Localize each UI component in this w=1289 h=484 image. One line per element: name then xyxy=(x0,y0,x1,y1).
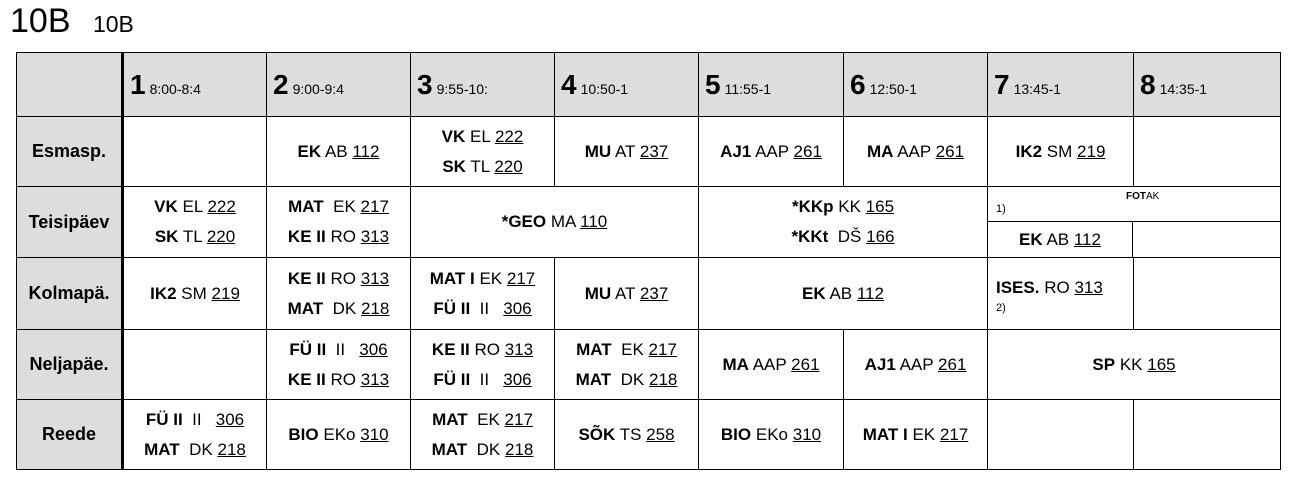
corner-cell xyxy=(17,53,123,117)
lesson-cell: AJ1 AAP 261 xyxy=(699,117,844,187)
lesson-cell: MA AAP 261 xyxy=(844,117,988,187)
lesson-cell: SP KK 165 xyxy=(988,330,1281,400)
day-label: Reede xyxy=(17,400,123,470)
lesson-cell: MU AT 237 xyxy=(555,258,699,330)
lesson-cell: SÕK TS 258 xyxy=(555,400,699,470)
timetable xyxy=(16,52,1281,470)
day-row-friday xyxy=(17,400,1281,470)
note-lesson: 1) FOTAK xyxy=(996,191,1160,215)
empty-cell xyxy=(1134,258,1281,330)
period-4-header: 4 10:50-1 xyxy=(555,53,699,117)
lower-lesson: EK AB 112 xyxy=(988,221,1280,257)
period-3-header: 3 9:55-10: xyxy=(411,53,555,117)
period-5-header: 5 11:55-1 xyxy=(699,53,844,117)
day-label: Neljapäe. xyxy=(17,330,123,400)
lesson-cell: MAT EK 217 MAT DK 218 xyxy=(555,330,699,400)
empty-cell xyxy=(123,117,267,187)
empty-cell xyxy=(123,330,267,400)
lesson-cell: VK EL 222 SK TL 220 xyxy=(411,117,555,187)
lesson-cell: MU AT 237 xyxy=(555,117,699,187)
lesson-cell: MAT I EK 217 xyxy=(844,400,988,470)
lesson-cell: KE II RO 313 FÜ II II 306 xyxy=(411,330,555,400)
period-1-header: 1 8:00-8:4 xyxy=(123,53,267,117)
empty-cell xyxy=(1134,400,1281,470)
day-row-monday xyxy=(17,117,1281,187)
period-6-header: 6 12:50-1 xyxy=(844,53,988,117)
period-8-header: 8 14:35-1 xyxy=(1134,53,1281,117)
period-2-header: 2 9:00-9:4 xyxy=(267,53,411,117)
lesson-cell: IK2 SM 219 xyxy=(988,117,1134,187)
page-title xyxy=(10,2,134,42)
lesson-cell: MAT EK 217 KE II RO 313 xyxy=(267,187,411,258)
lesson-cell: AJ1 AAP 261 xyxy=(844,330,988,400)
lesson-cell: KE II RO 313 MAT DK 218 xyxy=(267,258,411,330)
class-title: 10B xyxy=(10,2,71,40)
empty-cell xyxy=(988,400,1134,470)
day-row-thursday xyxy=(17,330,1281,400)
lesson-cell: EK AB 112 xyxy=(267,117,411,187)
lesson-cell: VK EL 222 SK TL 220 xyxy=(123,187,267,258)
lesson-cell: IK2 SM 219 xyxy=(123,258,267,330)
lesson-cell: EK AB 112 xyxy=(699,258,988,330)
header-row xyxy=(17,53,1281,117)
lesson-cell: *KKp KK 165 *KKt DŠ 166 xyxy=(699,187,988,258)
day-label: Kolmapä. xyxy=(17,258,123,330)
lesson-cell: MAT I EK 217 FÜ II II 306 xyxy=(411,258,555,330)
split-lesson-cell xyxy=(988,187,1281,258)
period-7-header: 7 13:45-1 xyxy=(988,53,1134,117)
empty-cell xyxy=(1134,117,1281,187)
lesson-cell: FÜ II II 306 KE II RO 313 xyxy=(267,330,411,400)
lesson-cell: BIO EKo 310 xyxy=(267,400,411,470)
lesson-cell: MAT EK 217 MAT DK 218 xyxy=(411,400,555,470)
day-label: Teisipäev xyxy=(17,187,123,258)
lesson-cell: ISES. RO 313 2) xyxy=(988,258,1134,330)
lesson-cell: MA AAP 261 xyxy=(699,330,844,400)
day-row-tuesday xyxy=(17,187,1281,258)
class-subtitle: 10B xyxy=(92,11,134,37)
lesson-cell: BIO EKo 310 xyxy=(699,400,844,470)
day-row-wednesday xyxy=(17,258,1281,330)
lesson-cell: FÜ II II 306 MAT DK 218 xyxy=(123,400,267,470)
lesson-cell: *GEO MA 110 xyxy=(411,187,699,258)
day-label: Esmasp. xyxy=(17,117,123,187)
